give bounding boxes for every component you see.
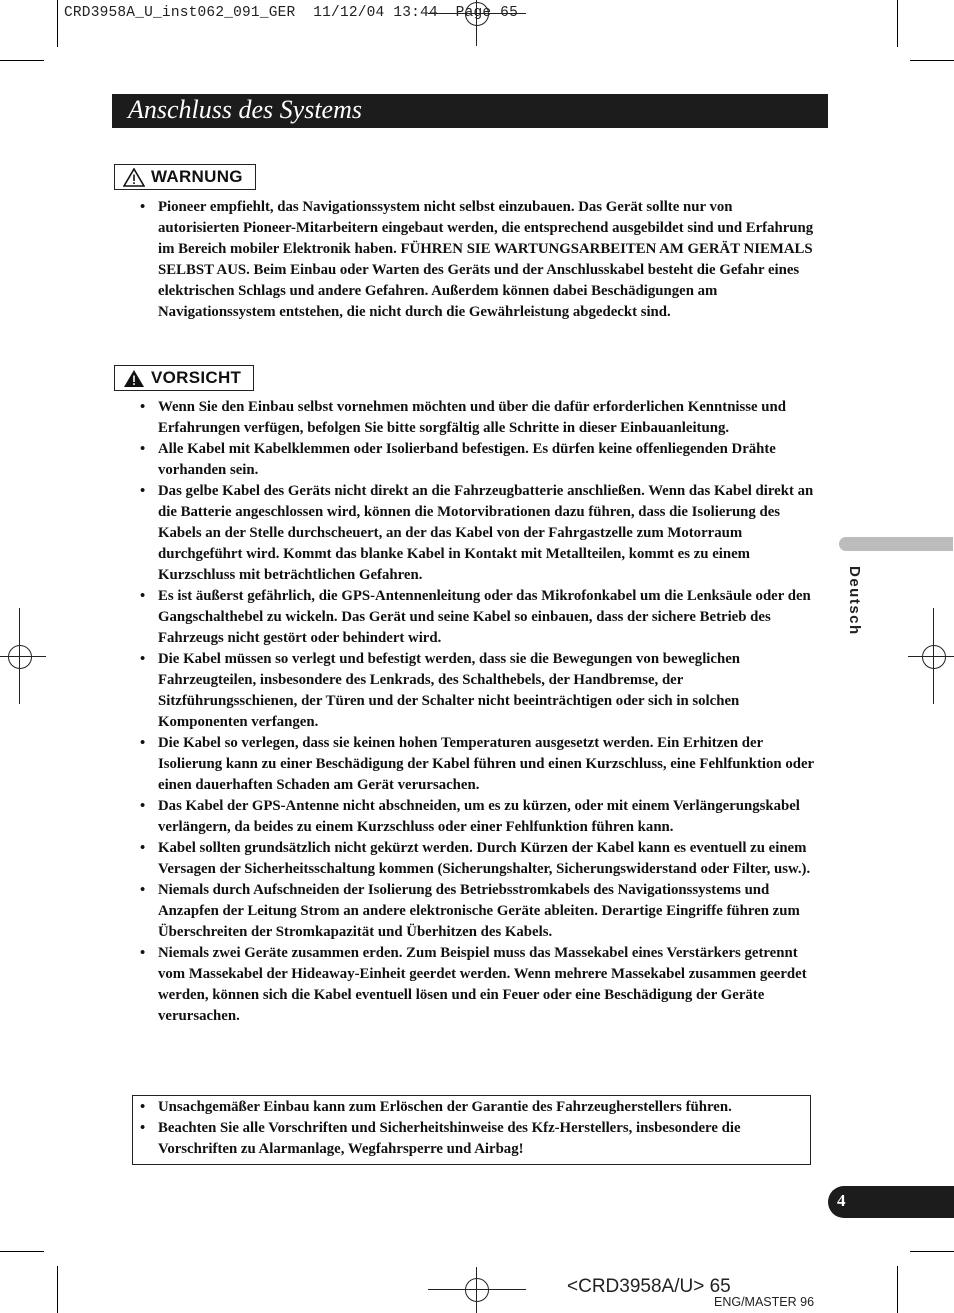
list-item: • Die Kabel müssen so verlegt und befestigt werden, dass sie die Bewegungen von beweglichen Fahrzeugteilen, insbesondere des Lenkrads, des Schalthebels, der Handbremse, der Sitzführungsschienen, der Türen und der Schalter nicht beeinträchtigen oder sich in solchen Komponenten verfangen. [140,651,741,730]
page-title: Anschluss des Systems [128,95,362,124]
warning-outline-triangle-icon [123,168,145,187]
list-item: • Das Kabel der GPS-Antenne nicht abschneiden, um es zu kürzen, oder mit einem Verlängerungskabel verlängern, da beides zu einem Kurzschluss oder einer Fehlfunktion führen kann. [140,798,800,835]
crop-mark [910,1251,954,1252]
language-tab [839,537,953,551]
list-item: • Es ist äußerst gefährlich, die GPS-Antennenleitung oder das Mikrofonkabel um die Lenksäule oder den Gangschalthebel zu wickeln. Das Gerät und seine Kabel so einbauen, dass der sichere Betrieb des Fahrzeugs nicht gestört oder behindert wird. [140,588,811,646]
list-item: • Die Kabel so verlegen, dass sie keinen hohen Temperaturen ausgesetzt werden. Ein Erhitzen der Isolierung kann zu einer Beschädigung der Kabel führen und einen Kurzschluss, eine Fehlfunktion oder einen dauerhaften Schaden am Gerät verursachen. [140,735,814,793]
crop-mark [57,1266,58,1313]
warning-label-text: WARNUNG [151,167,243,186]
language-label: Deutsch [846,566,863,636]
list-item: • Alle Kabel mit Kabelklemmen oder Isolierband befestigen. Es dürfen keine offenliegenden Drähte vorhanden sein. [140,441,776,478]
crop-mark [897,1266,898,1313]
warning-label [114,164,256,190]
page-number: 4 [837,1191,846,1210]
list-item: • Wenn Sie den Einbau selbst vornehmen möchten und über die dafür erforderlichen Kenntnisse und Erfahrungen verfügen, befolgen Sie bitte sorgfältig alle Schritte in dieser Einbauanleitung. [140,399,787,436]
warning-filled-triangle-icon [123,369,145,388]
list-item: • Das gelbe Kabel des Geräts nicht direkt an die Fahrzeugbatterie anschließen. Wenn das Kabel direkt an die Batterie angeschlossen wird, können die Motorvibrationen dazu führen, dass die Isolierung des Kabels an der Stelle durchscheuert, an der das Kabel von der Fahrgastzelle zum Motorraum durchgeführt wird. Kommt das blanke Kabel in Kontakt mit Metallteilen, kommt es zu einem Kurzschluss mit beträchtlichen Gefahren. [140,483,814,583]
list-item: • Beachten Sie alle Vorschriften und Sicherheitshinweise des Kfz-Herstellers, insbesondere die Vorschriften zu Alarmanlage, Wegfahrsperre und Airbag! [140,1120,741,1157]
crop-mark [910,60,954,61]
registration-mark-left [0,608,46,704]
caution-label-text: VORSICHT [151,368,242,387]
list-item: • Pioneer empfiehlt, das Navigationssystem nicht selbst einzubauen. Das Gerät sollte nur von autorisierten Pioneer-Mitarbeitern eingebaut werden, die entsprechend ausgebildet sind und Erfahrung im Bereich mobiler Elektronik haben. FÜHREN SIE WARTUNGSARBEITEN AM GERÄT NIEMALS SELBST AUS. Beim Einbau oder Warten des Geräts und der Anschlusskabel besteht die Gefahr eines elektrischen Schlags und andere Gefahren. Außerdem können dabei Beschädigungen am Navigationssystem entstehen, die nicht durch die Gewährleistung abgedeckt sind. [140,199,814,320]
page-number-tab [828,1186,954,1218]
registration-mark-right [908,608,954,704]
caution-label [114,365,254,391]
list-item: • Niemals durch Aufschneiden der Isolierung des Betriebsstromkabels des Navigationssystems und Anzapfen der Leitung Strom an andere elektronische Geräte ableiten. Derartige Eingriffe führen zum Überschreiten der Stromkapazität und Überhitzen des Kabels. [140,882,800,940]
warning-list [134,197,814,323]
list-item: • Niemals zwei Geräte zusammen erden. Zum Beispiel muss das Massekabel eines Verstärkers getrennt vom Massekabel der Hideaway-Einheit geerdet werden. Wenn mehrere Massekabel zusammen geerdet werden, können sich die Kabel eventuell lösen und ein Feuer oder eine Beschädigung der Geräte verursachen. [140,945,807,1024]
crop-mark [57,0,58,47]
list-item: • Kabel sollten grundsätzlich nicht gekürzt werden. Durch Kürzen der Kabel kann es eventuell zu einem Versagen der Sicherheitsschaltung kommen (Sicherungshalter, Sicherungswiderstand oder Filter, usw.). [140,840,811,877]
crop-mark [0,60,44,61]
crop-mark [897,0,898,47]
footer-code: <CRD3958A/U> 65 [567,1276,731,1297]
footer-master: ENG/MASTER 96 [714,1295,815,1309]
crop-mark [0,1251,44,1252]
list-item: • Unsachgemäßer Einbau kann zum Erlöschen der Garantie des Fahrzeugherstellers führen. [140,1099,732,1115]
registration-mark-bottom [428,1265,526,1313]
section-title-bar [112,94,828,128]
caution-list [134,397,814,1027]
print-slug: CRD3958A_U_inst062_091_GER 11/12/04 13:44 Page 65 [64,5,518,21]
notes-list [134,1097,804,1160]
